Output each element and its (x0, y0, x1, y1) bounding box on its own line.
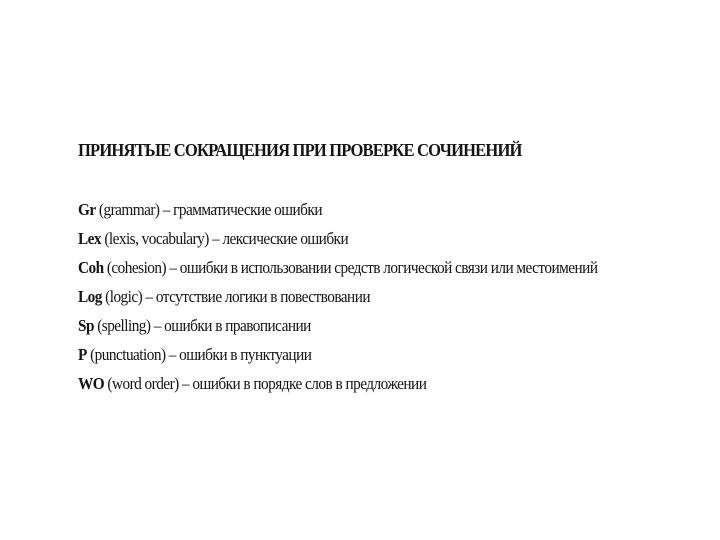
abbreviation-item-sp (78, 311, 654, 340)
abbreviation-code: P (78, 345, 87, 364)
abbreviation-code: Lex (78, 229, 102, 248)
abbreviation-code: Log (78, 287, 102, 306)
abbreviation-code: Coh (78, 258, 104, 277)
abbreviation-code: Gr (78, 200, 96, 219)
abbreviation-item-p (78, 340, 654, 369)
abbreviation-item-gr (78, 195, 654, 224)
abbreviation-description: (punctuation) – ошибки в пунктуации (86, 345, 312, 364)
abbreviation-description: (logic) – отсутствие логики в повествовании (101, 287, 370, 306)
document-title: ПРИНЯТЫЕ СОКРАЩЕНИЯ ПРИ ПРОВЕРКЕ СОЧИНЕНИЙ (78, 140, 522, 160)
abbreviation-description: (grammar) – грамматические ошибки (95, 200, 322, 219)
abbreviation-description: (cohesion) – ошибки в использовании средств логической связи или местоимений (103, 258, 598, 277)
abbreviation-item-wo (78, 369, 654, 398)
abbreviation-item-coh (78, 253, 654, 282)
abbreviation-code: WO (78, 374, 105, 393)
abbreviation-description: (word order) – ошибки в порядке слов в предложении (104, 374, 427, 393)
document-body (78, 138, 718, 398)
abbreviation-description: (lexis, vocabulary) – лексические ошибки (101, 229, 349, 248)
abbreviation-code: Sp (78, 316, 94, 335)
abbreviation-item-lex (78, 224, 654, 253)
abbreviation-item-log (78, 282, 654, 311)
abbreviation-list (78, 195, 718, 398)
abbreviation-description: (spelling) – ошибки в правописании (93, 316, 311, 335)
